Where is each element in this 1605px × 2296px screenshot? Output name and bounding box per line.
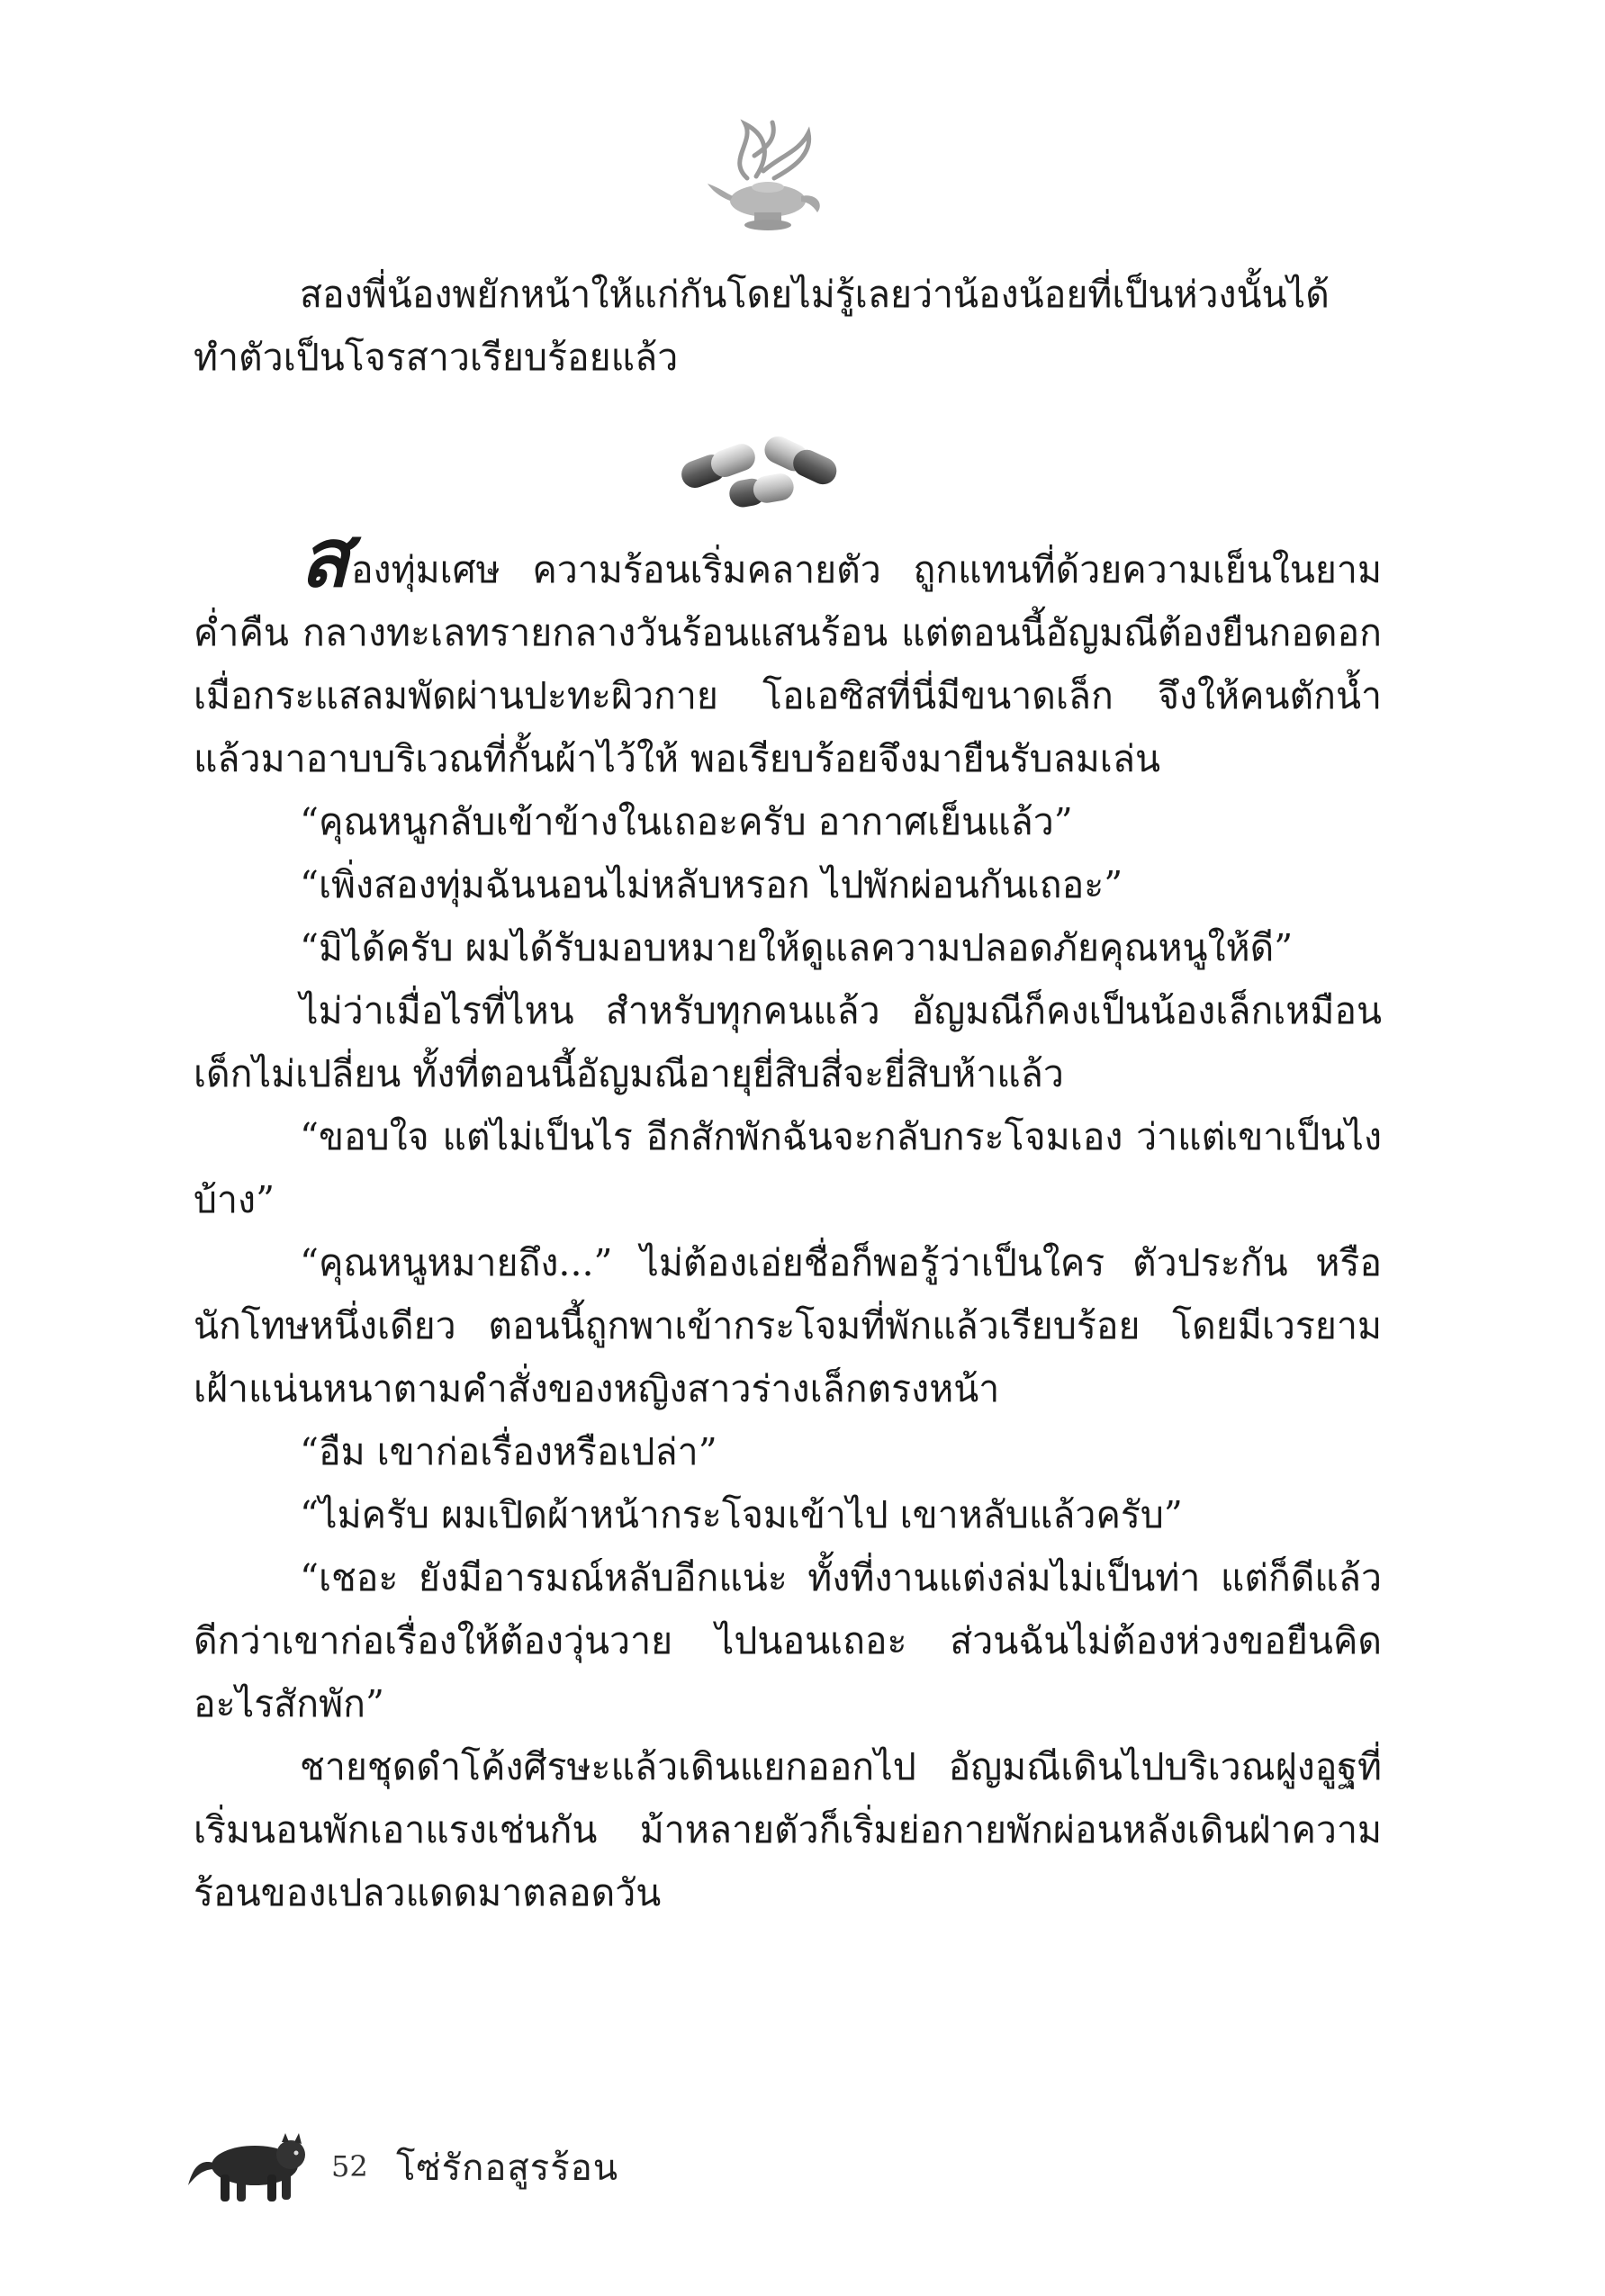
paragraph: “คุณหนูกลับเข้าข้างในเถอะครับ อากาศเย็นแล้ว” <box>300 800 1073 843</box>
paragraph: ไม่ว่าเมื่อไรที่ไหน สำหรับทุกคนแล้ว อัญมณีก็คงเป็นน้องเล็กเหมือนเด็กไม่เปลี่ยน ทั้งที่ตอนนี้อัญมณีอายุยี่สิบสี่จะยี่สิบห้าแล้ว <box>194 989 1382 1095</box>
paragraph: “ไม่ครับ ผมเปิดผ้าหน้ากระโจมเข้าไป เขาหลับแล้วครับ” <box>300 1493 1183 1536</box>
paragraph-first <box>194 510 1382 790</box>
paragraph: “เชอะ ยังมีอารมณ์หลับอีกแน่ะ ทั้งที่งานแต่งล่มไม่เป็นท่า แต่ก็ดีแล้ว ดีกว่าเขาก่อเรื่องให้ต้องวุ่นวาย ไปนอนเถอะ ส่วนฉันไม่ต้องห่วงขอยืนคิดอะไรสักพัก” <box>194 1556 1382 1725</box>
section-1 <box>194 263 1382 389</box>
section-2 <box>194 510 1382 1924</box>
genie-lamp-icon <box>700 106 835 241</box>
paragraph: “เพิ่งสองทุ่มฉันนอนไม่หลับหรอก ไปพักผ่อนกันเถอะ” <box>300 863 1123 906</box>
paragraph-first-text: องทุ่มเศษ ความร้อนเริ่มคลายตัว ถูกแทนที่ด้วยความเย็นในยามค่ำคืน กลางทะเลทรายกลางวันร้อนแสนร้อน แต่ตอนนี้อัญมณีต้องยืนกอดอกเมื่อกระแสลมพัดผ่านปะทะผิวกาย โอเอซิสที่นี่มีขนาดเล็ก จึงให้คนตักน้ำแล้วมาอาบบริเวณที่กั้นผ้าไว้ให้ พอเรียบร้อยจึงมายืนรับลมเล่น <box>194 548 1382 780</box>
page-number: 52 <box>331 2149 368 2183</box>
paragraph: “มิได้ครับ ผมได้รับมอบหมายให้ดูแลความปลอดภัยคุณหนูให้ดี” <box>300 926 1294 969</box>
paragraph: “คุณหนูหมายถึง...” ไม่ต้องเอ่ยชื่อก็พอรู้ว่าเป็นใคร ตัวประกัน หรือนักโทษหนึ่งเดียว ตอนนี้ถูกพาเข้ากระโจมที่พักแล้วเรียบร้อย โดยมีเวรยามเฝ้าแน่นหนาตามคำสั่งของหญิงสาวร่างเล็กตรงหน้า <box>194 1241 1382 1410</box>
dropcap: ส <box>300 510 349 606</box>
black-panther-icon <box>185 2122 320 2208</box>
book-title: โซ่รักอสูรร้อน <box>396 2147 619 2189</box>
capsules-icon <box>671 423 851 518</box>
paragraph: สองพี่น้องพยักหน้าให้แก่กันโดยไม่รู้เลยว่าน้องน้อยที่เป็นห่วงนั้นได้ทำตัวเป็นโจรสาวเรียบร้อยแล้ว <box>194 273 1330 379</box>
paragraph: “อืม เขาก่อเรื่องหรือเปล่า” <box>300 1430 717 1473</box>
paragraph: ชายชุดดำโค้งศีรษะแล้วเดินแยกออกไป อัญมณีเดินไปบริเวณฝูงอูฐที่เริ่มนอนพักเอาแรงเช่นกัน ม้าหลายตัวก็เริ่มย่อกายพักผ่อนหลังเดินฝ่าความร้อนของเปลวแดดมาตลอดวัน <box>194 1745 1382 1914</box>
paragraph: “ขอบใจ แต่ไม่เป็นไร อีกสักพักฉันจะกลับกระโจมเอง ว่าแต่เขาเป็นไงบ้าง” <box>194 1115 1382 1221</box>
